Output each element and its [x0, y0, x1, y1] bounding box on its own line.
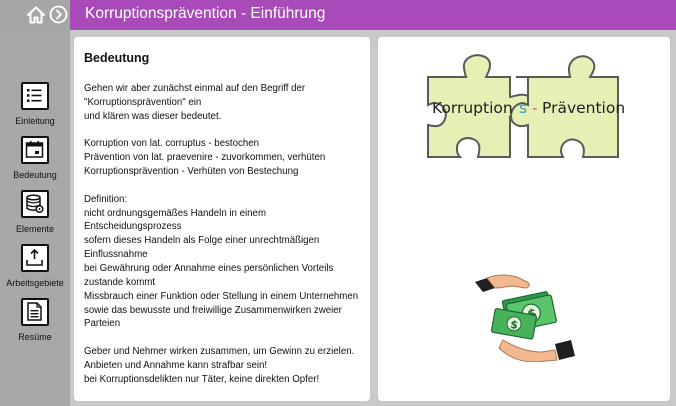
sidebar-item-elemente[interactable]	[0, 190, 70, 234]
body-line: Missbrauch einer Funktion oder Stellung in einem Unternehmen	[84, 290, 359, 302]
sidebar-item-bedeutung[interactable]	[0, 136, 70, 180]
upload-box-icon	[21, 244, 49, 272]
section-heading: Bedeutung	[84, 51, 150, 65]
puzzle-dash: -	[532, 99, 538, 117]
sidebar-item-resuemee[interactable]	[0, 298, 70, 342]
page-title: Korruptionsprävention - Einführung	[85, 5, 326, 22]
puzzle-word-left: Korruption	[432, 99, 513, 117]
body-line: sofern dieses Handeln als Folge einer unrechtmäßigen	[84, 235, 320, 247]
body-line: Gehen wir aber zunächst einmal auf den Begriff der	[84, 83, 306, 94]
body-line: zustande kommt	[84, 276, 156, 288]
home-icon[interactable]	[26, 5, 46, 25]
body-text	[84, 82, 366, 387]
sidebar	[0, 30, 70, 406]
body-line: bei Gewährung oder Annahme eines persönlichen Vorteils	[84, 262, 334, 274]
body-line: sowie das bewusste und freiwillige Zusammenwirken zweier	[84, 304, 342, 316]
sidebar-item-label: Einleitung	[15, 116, 55, 126]
puzzle-joint-s: s	[519, 99, 528, 117]
body-line: Definition:	[84, 193, 128, 205]
puzzle-word-right: Prävention	[542, 99, 626, 117]
body-line: und klären was dieser bedeutet.	[84, 110, 222, 122]
body-line: Korruptionsprävention - Verhüten von Bestechung	[84, 166, 299, 178]
database-icon	[21, 190, 49, 218]
image-panel	[378, 37, 670, 401]
paragraph-gap	[84, 179, 366, 193]
calendar-icon	[21, 136, 49, 164]
sidebar-item-einleitung[interactable]	[0, 82, 70, 126]
sidebar-item-label: Arbeitsgebiete	[6, 278, 64, 288]
body-line: Prävention von lat. praevenire - zuvorkommen, verhüten	[84, 152, 326, 164]
body-line: bei Korruptionsdelikten nur Täter, keine direkten Opfer!	[84, 373, 320, 385]
body-line: Korruption von lat. corruptus - bestochen	[84, 138, 260, 150]
sidebar-item-label: Elemente	[15, 224, 55, 234]
paragraph-gap	[84, 124, 366, 138]
body-line: Parteien	[84, 318, 121, 330]
body-line: Geber und Nehmer wirken zusammen, um Gewinn zu erzielen.	[84, 346, 355, 358]
sidebar-item-arbeitsgebiete[interactable]	[0, 244, 70, 288]
document-icon	[21, 298, 49, 326]
body-line: Einflussnahme	[84, 249, 148, 261]
puzzle-illustration	[418, 47, 628, 165]
text-panel	[74, 37, 370, 401]
svg-text:$: $	[509, 317, 520, 332]
sidebar-item-label: Resüme	[18, 332, 52, 342]
list-icon	[21, 82, 49, 110]
bribe-money-hands-icon	[475, 272, 575, 362]
header-nav-box	[0, 0, 70, 30]
sidebar-item-label: Bedeutung	[13, 170, 57, 180]
next-circle-icon[interactable]	[49, 5, 68, 24]
body-line: Anbieten und Annahme kann strafbar sein!	[84, 359, 268, 371]
body-line: Entscheidungsprozess	[84, 221, 182, 233]
paragraph-gap	[84, 331, 366, 345]
body-line: nicht ordnungsgemäßes Handeln in einem	[84, 207, 267, 219]
body-line: "Korruptionsprävention" ein	[84, 96, 202, 108]
header-bar	[0, 0, 676, 30]
